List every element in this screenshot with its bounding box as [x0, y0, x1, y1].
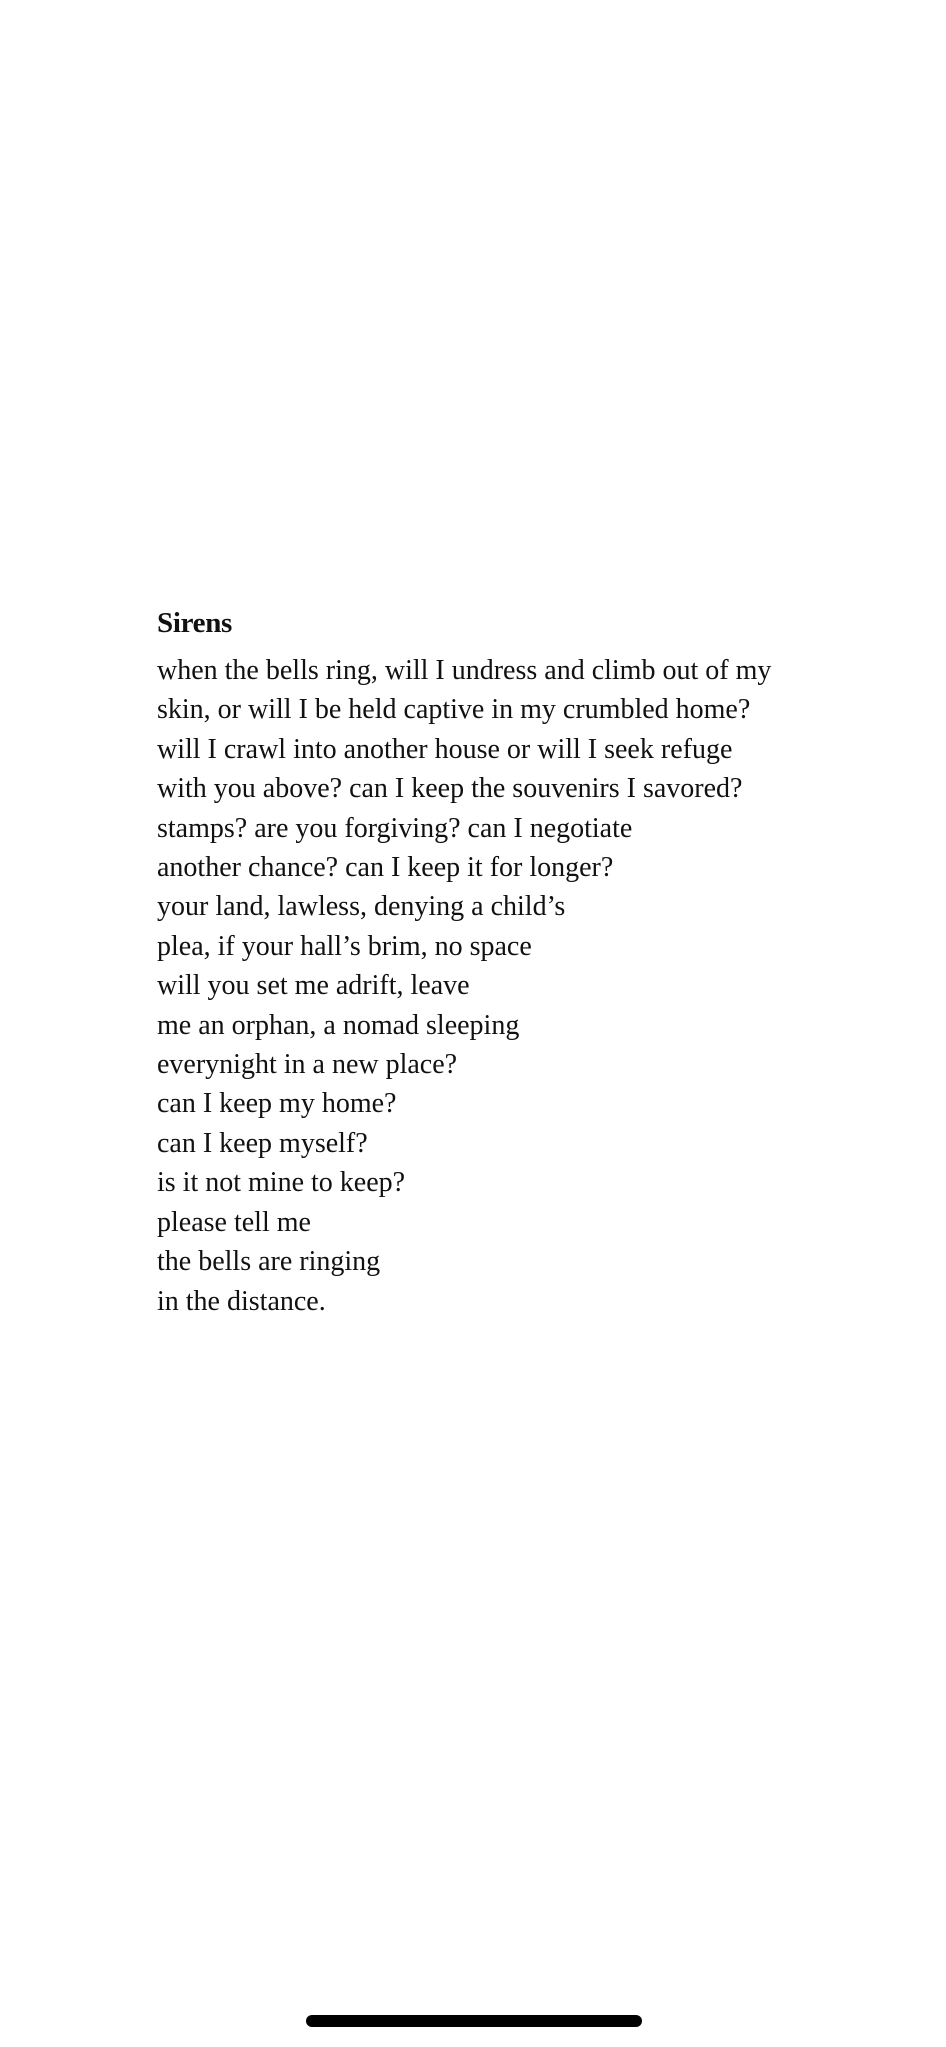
poem-line: can I keep my home?	[157, 1088, 397, 1120]
poem-body	[157, 651, 917, 1321]
poem-line: can I keep myself?	[157, 1127, 368, 1159]
home-indicator[interactable]	[306, 2015, 642, 2027]
poem-line: is it not mine to keep?	[157, 1167, 406, 1199]
poem-line: stamps? are you forgiving? can I negotiate	[157, 812, 633, 844]
poem-line: when the bells ring, will I undress and climb out of my	[157, 655, 772, 686]
poem-line: plea, if your hall’s brim, no space	[157, 930, 532, 962]
poem-line: another chance? can I keep it for longer?	[157, 852, 614, 884]
poem-line: with you above? can I keep the souvenirs I savored?	[157, 773, 743, 805]
poem-line: skin, or will I be held captive in my crumbled home?	[157, 694, 751, 726]
poem-line: me an orphan, a nomad sleeping	[157, 1009, 520, 1041]
poem-line: your land, lawless, denying a child’s	[157, 891, 566, 923]
poem-line: will you set me adrift, leave	[157, 970, 470, 1002]
poem-title: Sirens	[157, 607, 233, 639]
poem-container	[157, 603, 917, 1321]
poem-line: in the distance.	[157, 1285, 326, 1317]
poem-line: will I crawl into another house or will I seek refuge	[157, 733, 733, 765]
poem-line: please tell me	[157, 1206, 311, 1238]
poem-line: everynight in a new place?	[157, 1049, 458, 1081]
poem-line: the bells are ringing	[157, 1246, 381, 1278]
